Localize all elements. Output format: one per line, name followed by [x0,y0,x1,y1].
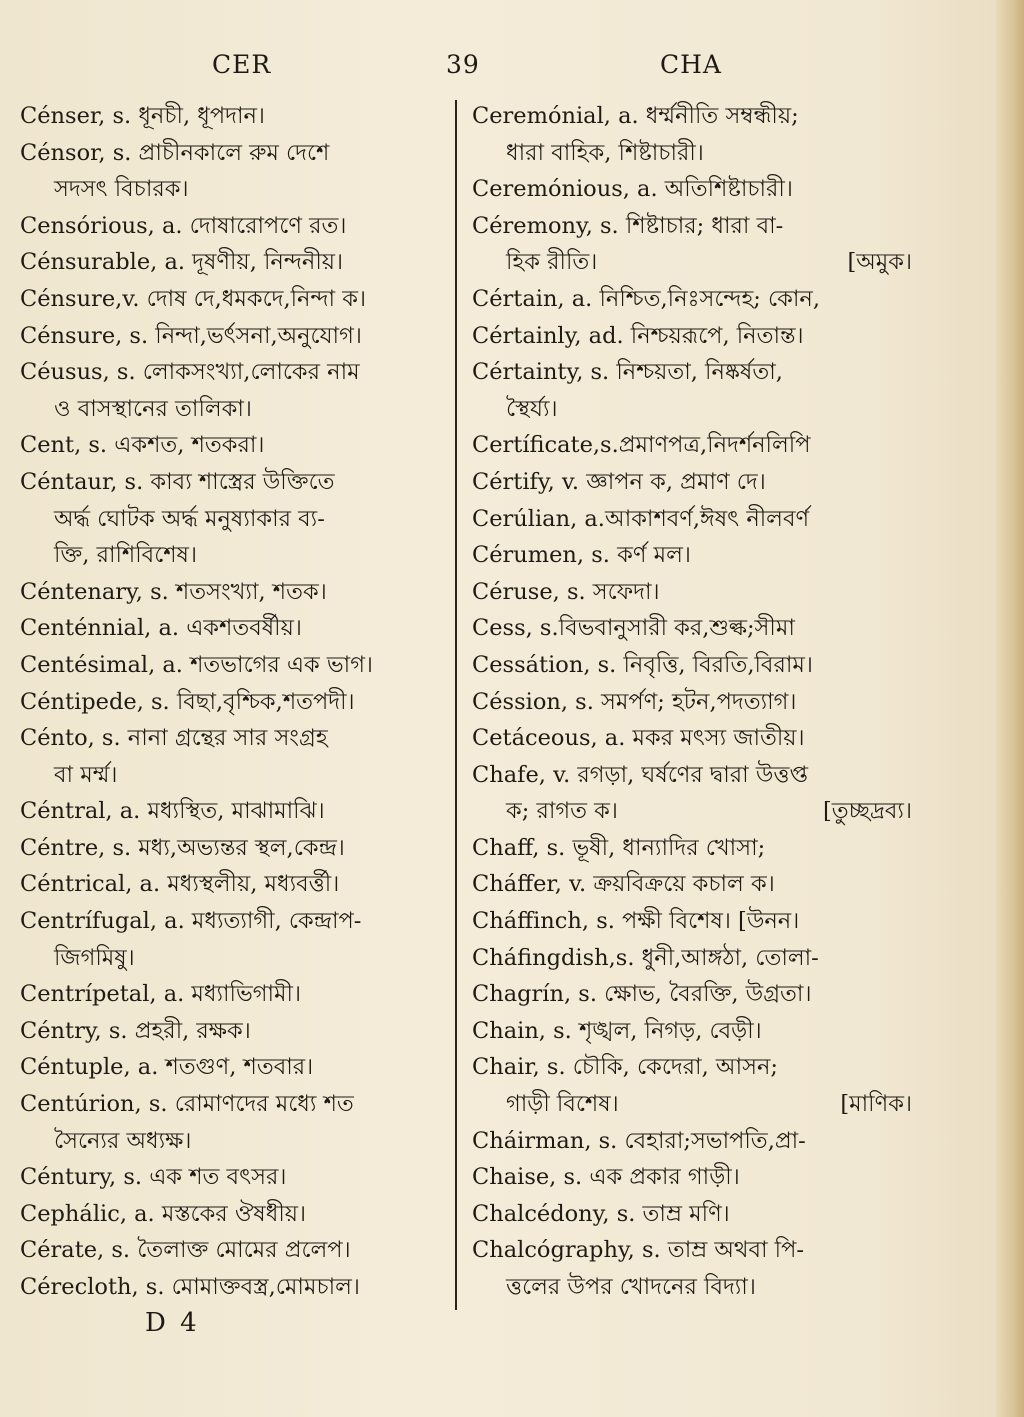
entry-text: Cértainty, s. নিশ্চয়তা, নিষ্কর্ষতা, [472,359,783,386]
entry-text: Cess, s.বিভবানুসারী কর,শুল্ক;সীমা [472,615,795,642]
dictionary-entry [472,903,912,940]
entry-headline [20,318,452,355]
entry-text: Cénsor, s. প্রাচীনকালে রুম দেশে [20,139,330,166]
dictionary-entry [20,976,452,1013]
dictionary-entry [20,318,452,355]
entry-headline [20,720,452,757]
entry-headline [20,903,452,940]
dictionary-entry [20,135,452,208]
entry-headline [20,1232,452,1269]
entry-text: Cénto, s. নানা গ্রন্থের সার সংগ্রহ [20,725,328,752]
entry-headline [20,1269,452,1306]
entry-text: Chaise, s. এক প্রকার গাড়ী। [472,1164,740,1191]
entry-headline [20,427,452,464]
entry-headline [472,684,912,721]
entry-headline [472,98,912,135]
entry-headline [472,1159,912,1196]
entry-text: Cértify, v. জ্ঞাপন ক, প্রমাণ দে। [472,468,766,495]
entry-text: ক; রাগত ক। [506,798,618,825]
entry-continuation [472,135,912,172]
dictionary-entry [472,684,912,721]
dictionary-entry [472,830,912,867]
dictionary-entry [472,537,912,574]
entry-headline [20,135,452,172]
entry-headline [472,281,912,318]
entry-text: Cénsure,v. দোষ দে,ধমকদে,নিন্দা ক। [20,285,367,312]
entry-headline [20,793,452,830]
entry-text: বা মর্ম্ম। [54,761,118,788]
dictionary-entry [472,1013,912,1050]
dictionary-entry [472,720,912,757]
dictionary-entry [472,171,912,208]
entry-headline [20,98,452,135]
entry-text: Cérate, s. তৈলাক্ত মোমের প্রলেপ। [20,1237,351,1264]
entry-text: Chaff, s. ভূষী, ধান্যাদির খোসা; [472,834,766,861]
entry-text: গাড়ী বিশেষ। [506,1091,619,1118]
entry-headline [472,574,912,611]
dictionary-entry [20,574,452,611]
entry-headline [472,1232,912,1269]
entry-continuation [20,171,452,208]
entry-text: Chagrín, s. ক্ষোভ, বৈরক্তি, উগ্রতা। [472,981,812,1008]
dictionary-entry [20,98,452,135]
entry-headline [20,976,452,1013]
entry-text: জিগমিষু। [54,944,135,971]
entry-text: Cháffer, v. ক্রয়বিক্রয়ে কচাল ক। [472,871,775,898]
entry-headline [20,354,452,391]
entry-text: সদসৎ বিচারক। [54,176,189,203]
entry-text: Centrífugal, a. মধ্যত্যাগী, কেন্দ্রাপ- [20,908,362,935]
entry-headline [20,866,452,903]
entry-text: ক্তি, রাশিবিশেষ। [54,542,198,569]
entry-text: Cetáceous, a. মকর মৎস্য জাতীয়। [472,725,805,752]
entry-headline [472,427,912,464]
entry-text: Centrípetal, a. মধ্যাভিগামী। [20,981,302,1008]
entry-headline [472,171,912,208]
dictionary-entry [20,720,452,793]
entry-headline [472,1123,912,1160]
entry-continuation [20,757,452,794]
entry-text: Cháirman, s. বেহারা;সভাপতি,প্রা- [472,1127,806,1154]
dictionary-entry [20,281,452,318]
dictionary-entry [472,208,912,281]
entry-text: Cent, s. একশত, শতকরা। [20,432,265,459]
dictionary-entry [472,757,912,830]
entry-headline [472,537,912,574]
entry-headline [20,647,452,684]
entry-text: ত্তলের উপর খোদনের বিদ্যা। [506,1274,756,1300]
entry-continuation [472,391,912,428]
entry-text: Céusus, s. লোকসংখ্যা,লোকের নাম [20,359,360,386]
dictionary-entry [20,647,452,684]
dictionary-entry [472,281,912,318]
dictionary-entry [20,464,452,574]
entry-text: Centúrion, s. রোমাণদের মধ্যে শত [20,1091,354,1118]
entry-continuation [20,1123,452,1160]
entry-text: Chalcógraphy, s. তাম্র অথবা পি- [472,1237,804,1264]
entry-text: Cértain, a. নিশ্চিত,নিঃসন্দেহ; কোন, [472,285,820,312]
entry-headline [472,464,912,501]
entry-text: Cephálic, a. মস্তকের ঔষধীয়। [20,1200,307,1227]
entry-text: Centésimal, a. শতভাগের এক ভাগ। [20,651,373,678]
entry-headline [472,976,912,1013]
entry-text: Chair, s. চৌকি, কেদেরা, আসন; [472,1054,779,1081]
dictionary-entry [20,610,452,647]
entry-text: Chain, s. শৃঙ্খল, নিগড়, বেড়ী। [472,1017,762,1044]
entry-text: Cértainly, ad. নিশ্চয়রূপে, নিতান্ত। [472,322,804,349]
entry-bracket-note: [মাণিক। [840,1091,912,1118]
dictionary-entry [472,647,912,684]
entry-headline [20,830,452,867]
entry-text: Céntre, s. মধ্য,অভ্যন্তর স্থল,কেন্দ্র। [20,834,345,861]
dictionary-entry [472,1196,912,1233]
entry-text: Céntaur, s. কাব্য শাস্ত্রের উক্তিতে [20,468,335,495]
entry-text: Ceremónious, a. অতিশিষ্টাচারী। [472,176,793,203]
entry-text: Cérecloth, s. মোমাক্তবস্ত্র,মোমচাল। [20,1274,360,1300]
dictionary-entry [472,866,912,903]
entry-headline [472,610,912,647]
dictionary-entry [472,610,912,647]
entry-text: Céntuple, a. শতগুণ, শতবার। [20,1054,314,1081]
entry-text: ধারা বাহিক, শিষ্টাচারী। [506,139,704,166]
left-column [20,98,452,1306]
entry-text: স্থৈর্য্য। [506,395,558,422]
entry-text: অর্দ্ধ ঘোটক অর্দ্ধ মনুষ্যাকার ব্য- [54,505,325,532]
entry-text: Cháfingdish,s. ধুনী,আঙ্গঠা, তোলা- [472,944,819,971]
entry-text: Céremony, s. শিষ্টাচার; ধারা বা- [472,212,784,239]
entry-headline [472,501,912,538]
dictionary-entry [20,1159,452,1196]
entry-headline [20,244,452,281]
signature-mark: D 4 [145,1308,200,1338]
entry-continuation [20,940,452,977]
entry-bracket-note: [তুচ্ছদ্রব্য। [822,798,912,825]
dictionary-entry [20,244,452,281]
entry-headline [20,684,452,721]
entry-text: সৈন্যের অধ্যক্ষ। [54,1127,192,1154]
dictionary-entry [472,976,912,1013]
page-number: 39 [446,50,480,79]
entry-headline [472,318,912,355]
dictionary-entry [472,1232,912,1305]
dictionary-entry [20,1269,452,1306]
entry-headline [472,720,912,757]
dictionary-entry [20,866,452,903]
entry-text: হিক রীতি। [506,249,598,276]
entry-headline [20,1013,452,1050]
entry-text: Centénnial, a. একশতবর্ষীয়। [20,615,302,642]
entry-headline [20,1159,452,1196]
entry-text: Cérumen, s. কর্ণ মল। [472,542,691,569]
entry-headline [20,574,452,611]
entry-headline [472,940,912,977]
dictionary-entry [20,684,452,721]
entry-text: Chalcédony, s. তাম্র মণি। [472,1200,730,1227]
page-edge [996,0,1024,1417]
dictionary-entry [472,1049,912,1122]
entry-headline [472,1013,912,1050]
entry-text: Céntrical, a. মধ্যস্থলীয়, মধ্যবর্ত্তী। [20,871,340,898]
dictionary-entry [472,318,912,355]
entry-continuation [472,1269,912,1306]
entry-continuation [20,501,452,538]
dictionary-entry [472,1159,912,1196]
dictionary-entry [20,208,452,245]
dictionary-entry [472,574,912,611]
dictionary-entry [20,1049,452,1086]
entry-text: Cháffinch, s. পক্ষী বিশেষ। [উনন। [472,908,800,935]
dictionary-entry [20,1232,452,1269]
entry-headline [472,208,912,245]
dictionary-entry [20,1086,452,1159]
dictionary-entry [20,830,452,867]
dictionary-entry [20,1196,452,1233]
dictionary-entry [472,1123,912,1160]
entry-headline [20,610,452,647]
entry-text: Censórious, a. দোষারোপণে রত। [20,212,347,239]
entry-text: Chafe, v. রগড়া, ঘর্ষণের দ্বারা উত্তপ্ত [472,761,808,788]
entry-text: Ceremónial, a. ধর্ম্মনীতি সম্বন্ধীয়; [472,103,799,129]
entry-text: Céntenary, s. শতসংখ্যা, শতক। [20,578,327,605]
dictionary-entry [472,501,912,538]
entry-headline [472,1196,912,1233]
entry-text: ও বাসস্থানের তালিকা। [54,395,252,422]
dictionary-entry [472,940,912,977]
entry-text: Cénsure, s. নিন্দা,ভর্ৎসনা,অনুযোগ। [20,322,362,349]
entry-continuation [472,793,912,830]
column-divider [455,100,457,1310]
entry-continuation [20,537,452,574]
entry-text: Cessátion, s. নিবৃত্তি, বিরতি,বিরাম। [472,651,813,678]
dictionary-entry [20,793,452,830]
header-left-guideword: CER [212,50,272,79]
entry-text: Céntury, s. এক শত বৎসর। [20,1164,287,1191]
entry-text: Céntipede, s. বিছা,বৃশ্চিক,শতপদী। [20,688,355,715]
dictionary-entry [472,464,912,501]
entry-continuation [472,244,912,281]
entry-headline [20,464,452,501]
entry-headline [20,1049,452,1086]
entry-text: Céntry, s. প্রহরী, রক্ষক। [20,1017,251,1044]
entry-headline [472,757,912,794]
entry-headline [20,1196,452,1233]
entry-text: Cerúlian, a.আকাশবর্ণ,ঈষৎ নীলবর্ণ [472,505,810,532]
entry-headline [472,1049,912,1086]
dictionary-entry [472,427,912,464]
entry-headline [472,866,912,903]
entry-headline [20,281,452,318]
entry-headline [20,208,452,245]
dictionary-entry [20,903,452,976]
entry-text: Certíficate,s.প্রমাণপত্র,নিদর্শনলিপি [472,432,811,459]
entry-headline [20,1086,452,1123]
entry-text: Cénsurable, a. দূষণীয়, নিন্দনীয়। [20,249,344,276]
dictionary-entry [20,427,452,464]
entry-headline [472,354,912,391]
entry-headline [472,903,912,940]
dictionary-entry [20,354,452,427]
entry-continuation [20,391,452,428]
right-column [472,98,912,1306]
running-header [0,50,1024,90]
entry-text: Céssion, s. সমর্পণ; হটন,পদত্যাগ। [472,688,797,715]
dictionary-entry [472,98,912,171]
entry-text: Cénser, s. ধূনচী, ধূপদান। [20,103,265,129]
entry-text: Céruse, s. সফেদা। [472,578,660,605]
entry-text: Céntral, a. মধ্যস্থিত, মাঝামাঝি। [20,798,325,825]
entry-continuation [472,1086,912,1123]
dictionary-entry [472,354,912,427]
entry-headline [472,830,912,867]
header-right-guideword: CHA [660,50,722,79]
entry-bracket-note: [অমুক। [847,249,912,276]
dictionary-entry [20,1013,452,1050]
entry-headline [472,647,912,684]
